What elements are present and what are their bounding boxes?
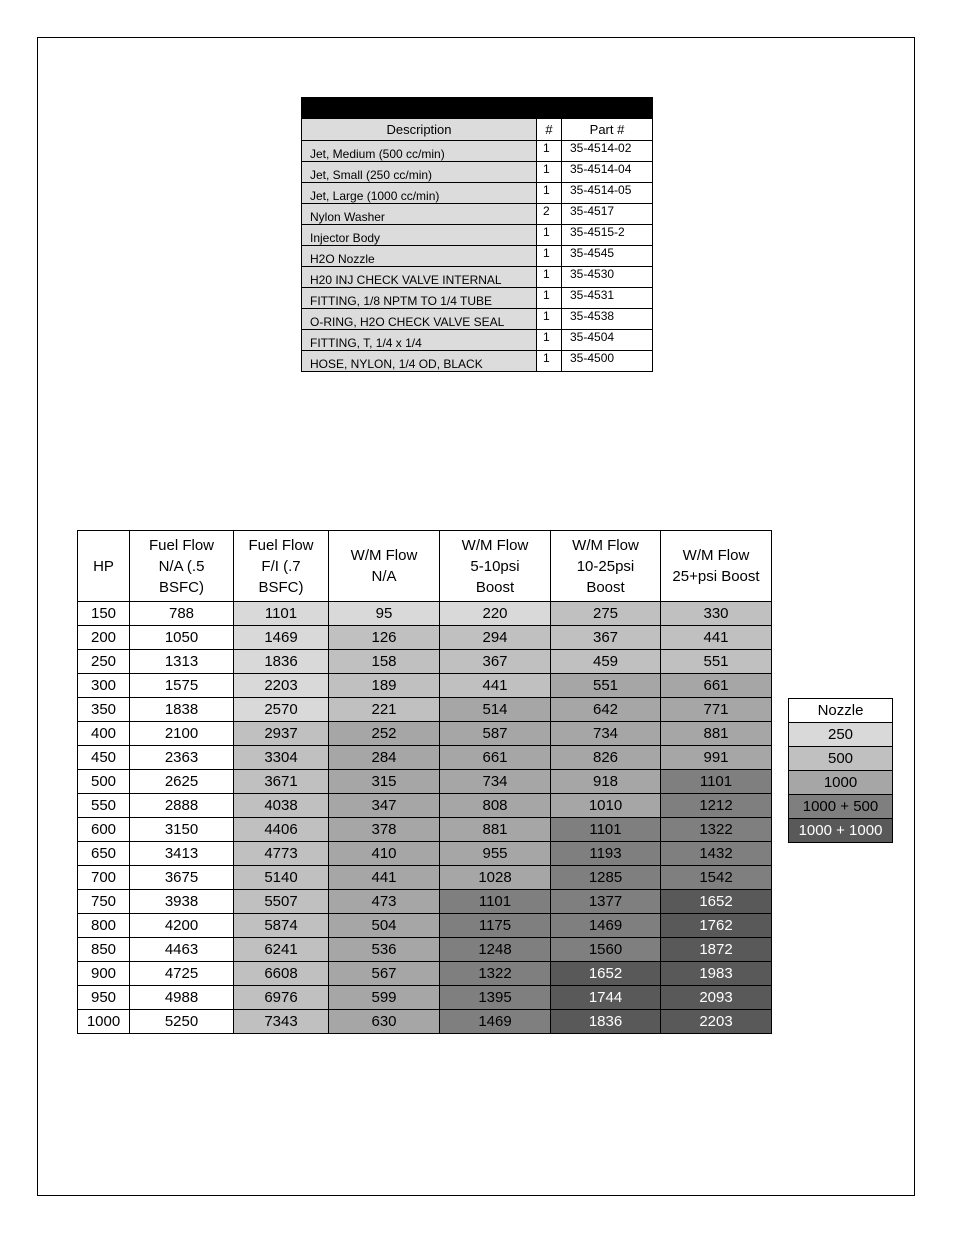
flow-header-cell xyxy=(234,531,329,602)
fuel-flow-cell: 4406 xyxy=(234,818,329,842)
part-description: Jet, Large (1000 cc/min) xyxy=(302,183,537,204)
flow-table-row xyxy=(78,914,772,938)
hp-cell: 950 xyxy=(78,986,130,1010)
fuel-flow-cell: 2888 xyxy=(130,794,234,818)
wm-flow-cell: 1175 xyxy=(440,914,551,938)
flow-table-row xyxy=(78,842,772,866)
wm-flow-cell: 1101 xyxy=(661,770,772,794)
fuel-flow-cell: 1836 xyxy=(234,650,329,674)
part-qty: 1 xyxy=(537,288,562,309)
wm-flow-cell: 734 xyxy=(440,770,551,794)
hp-cell: 600 xyxy=(78,818,130,842)
hp-cell: 450 xyxy=(78,746,130,770)
wm-flow-cell: 551 xyxy=(661,650,772,674)
flow-header-line: Fuel Flow xyxy=(148,536,215,554)
parts-table-row xyxy=(302,330,653,351)
wm-flow-cell: 881 xyxy=(440,818,551,842)
nozzle-legend-item: 1000 xyxy=(789,771,893,795)
part-number: 35-4545 xyxy=(562,246,653,267)
parts-table-header xyxy=(302,119,653,141)
fuel-flow-cell: 2363 xyxy=(130,746,234,770)
flow-header-line: N/A (.5 xyxy=(158,557,205,575)
nozzle-legend-row xyxy=(789,819,893,843)
fuel-flow-cell: 3413 xyxy=(130,842,234,866)
part-qty: 1 xyxy=(537,351,562,372)
wm-flow-cell: 1652 xyxy=(551,962,661,986)
parts-table-row xyxy=(302,141,653,162)
fuel-flow-cell: 3150 xyxy=(130,818,234,842)
part-description: FITTING, 1/8 NPTM TO 1/4 TUBE xyxy=(302,288,537,309)
fuel-flow-cell: 4038 xyxy=(234,794,329,818)
fuel-flow-cell: 1050 xyxy=(130,626,234,650)
part-description: FITTING, T, 1/4 x 1/4 xyxy=(302,330,537,351)
wm-flow-cell: 514 xyxy=(440,698,551,722)
flow-table xyxy=(77,530,772,1034)
wm-flow-cell: 771 xyxy=(661,698,772,722)
flow-table-row xyxy=(78,938,772,962)
wm-flow-cell: 221 xyxy=(329,698,440,722)
flow-table-row xyxy=(78,890,772,914)
nozzle-legend-title: Nozzle xyxy=(789,699,893,723)
hp-cell: 700 xyxy=(78,866,130,890)
parts-table-row xyxy=(302,225,653,246)
part-description: H20 INJ CHECK VALVE INTERNAL xyxy=(302,267,537,288)
part-qty: 2 xyxy=(537,204,562,225)
flow-table-row xyxy=(78,770,772,794)
hp-cell: 800 xyxy=(78,914,130,938)
hp-cell: 1000 xyxy=(78,1010,130,1034)
fuel-flow-cell: 6241 xyxy=(234,938,329,962)
wm-flow-cell: 1469 xyxy=(551,914,661,938)
fuel-flow-cell: 3304 xyxy=(234,746,329,770)
flow-table-row xyxy=(78,866,772,890)
flow-header-cell xyxy=(440,531,551,602)
fuel-flow-cell: 5874 xyxy=(234,914,329,938)
fuel-flow-cell: 4463 xyxy=(130,938,234,962)
parts-table-title-bar xyxy=(302,98,653,119)
fuel-flow-cell: 4200 xyxy=(130,914,234,938)
wm-flow-cell: 1212 xyxy=(661,794,772,818)
wm-flow-cell: 504 xyxy=(329,914,440,938)
wm-flow-cell: 567 xyxy=(329,962,440,986)
flow-table-row xyxy=(78,650,772,674)
fuel-flow-cell: 5250 xyxy=(130,1010,234,1034)
wm-flow-cell: 826 xyxy=(551,746,661,770)
fuel-flow-cell: 5140 xyxy=(234,866,329,890)
wm-flow-cell: 284 xyxy=(329,746,440,770)
part-qty: 1 xyxy=(537,141,562,162)
part-number: 35-4504 xyxy=(562,330,653,351)
flow-header-line: Boost xyxy=(475,578,515,596)
fuel-flow-cell: 5507 xyxy=(234,890,329,914)
wm-flow-cell: 367 xyxy=(440,650,551,674)
fuel-flow-cell: 4725 xyxy=(130,962,234,986)
part-qty: 1 xyxy=(537,267,562,288)
wm-flow-cell: 587 xyxy=(440,722,551,746)
hp-cell: 250 xyxy=(78,650,130,674)
nozzle-legend-item: 500 xyxy=(789,747,893,771)
fuel-flow-cell: 2937 xyxy=(234,722,329,746)
wm-flow-cell: 536 xyxy=(329,938,440,962)
wm-flow-cell: 275 xyxy=(551,602,661,626)
parts-table-row xyxy=(302,246,653,267)
nozzle-legend-row xyxy=(789,747,893,771)
fuel-flow-cell: 2100 xyxy=(130,722,234,746)
flow-table-header xyxy=(78,531,772,602)
fuel-flow-cell: 1575 xyxy=(130,674,234,698)
fuel-flow-cell: 2203 xyxy=(234,674,329,698)
flow-header-cell xyxy=(551,531,661,602)
wm-flow-cell: 220 xyxy=(440,602,551,626)
fuel-flow-cell: 788 xyxy=(130,602,234,626)
wm-flow-cell: 1010 xyxy=(551,794,661,818)
parts-table-row xyxy=(302,351,653,372)
part-number: 35-4531 xyxy=(562,288,653,309)
parts-table-row xyxy=(302,267,653,288)
part-qty: 1 xyxy=(537,225,562,246)
wm-flow-cell: 330 xyxy=(661,602,772,626)
nozzle-legend-item: 1000 + 500 xyxy=(789,795,893,819)
hp-cell: 750 xyxy=(78,890,130,914)
fuel-flow-cell: 2625 xyxy=(130,770,234,794)
nozzle-legend xyxy=(788,698,893,843)
hp-cell: 900 xyxy=(78,962,130,986)
part-number: 35-4514-04 xyxy=(562,162,653,183)
wm-flow-cell: 1377 xyxy=(551,890,661,914)
wm-flow-cell: 661 xyxy=(440,746,551,770)
wm-flow-cell: 1762 xyxy=(661,914,772,938)
nozzle-legend-item: 1000 + 1000 xyxy=(789,819,893,843)
wm-flow-cell: 378 xyxy=(329,818,440,842)
part-number: 35-4538 xyxy=(562,309,653,330)
fuel-flow-cell: 4773 xyxy=(234,842,329,866)
part-number: 35-4514-05 xyxy=(562,183,653,204)
wm-flow-cell: 1193 xyxy=(551,842,661,866)
wm-flow-cell: 294 xyxy=(440,626,551,650)
wm-flow-cell: 1469 xyxy=(440,1010,551,1034)
wm-flow-cell: 1983 xyxy=(661,962,772,986)
flow-table-row xyxy=(78,698,772,722)
wm-flow-cell: 473 xyxy=(329,890,440,914)
wm-flow-cell: 158 xyxy=(329,650,440,674)
part-qty: 1 xyxy=(537,162,562,183)
flow-table-row xyxy=(78,794,772,818)
fuel-flow-cell: 7343 xyxy=(234,1010,329,1034)
wm-flow-cell: 1101 xyxy=(440,890,551,914)
parts-header-part-number: Part # xyxy=(562,119,653,141)
wm-flow-cell: 1432 xyxy=(661,842,772,866)
flow-header-line: F/I (.7 xyxy=(261,557,301,575)
wm-flow-cell: 410 xyxy=(329,842,440,866)
flow-header-line: HP xyxy=(93,557,114,575)
hp-cell: 850 xyxy=(78,938,130,962)
flow-header-line: 5-10psi xyxy=(470,557,520,575)
fuel-flow-cell: 1838 xyxy=(130,698,234,722)
part-description: O-RING, H2O CHECK VALVE SEAL xyxy=(302,309,537,330)
wm-flow-cell: 1028 xyxy=(440,866,551,890)
wm-flow-cell: 1101 xyxy=(551,818,661,842)
part-qty: 1 xyxy=(537,246,562,267)
wm-flow-cell: 1744 xyxy=(551,986,661,1010)
wm-flow-cell: 661 xyxy=(661,674,772,698)
part-description: Jet, Small (250 cc/min) xyxy=(302,162,537,183)
parts-table xyxy=(301,97,653,372)
flow-header-line: BSFC) xyxy=(258,578,304,596)
parts-table-body xyxy=(302,141,653,372)
flow-table-row xyxy=(78,818,772,842)
nozzle-legend-row xyxy=(789,795,893,819)
flow-table-row xyxy=(78,986,772,1010)
wm-flow-cell: 459 xyxy=(551,650,661,674)
flow-header-line: Fuel Flow xyxy=(248,536,314,554)
part-number: 35-4514-02 xyxy=(562,141,653,162)
part-qty: 1 xyxy=(537,330,562,351)
wm-flow-cell: 347 xyxy=(329,794,440,818)
flow-header-line: 25+psi Boost xyxy=(672,568,760,585)
part-description: H2O Nozzle xyxy=(302,246,537,267)
hp-cell: 300 xyxy=(78,674,130,698)
flow-table-row xyxy=(78,602,772,626)
flow-table-body xyxy=(78,602,772,1034)
nozzle-legend-row xyxy=(789,723,893,747)
nozzle-legend-body xyxy=(789,723,893,843)
hp-cell: 200 xyxy=(78,626,130,650)
wm-flow-cell: 1560 xyxy=(551,938,661,962)
fuel-flow-cell: 3675 xyxy=(130,866,234,890)
wm-flow-cell: 991 xyxy=(661,746,772,770)
wm-flow-cell: 955 xyxy=(440,842,551,866)
wm-flow-cell: 1248 xyxy=(440,938,551,962)
part-qty: 1 xyxy=(537,183,562,204)
flow-header-line: Boost xyxy=(586,578,625,596)
wm-flow-cell: 95 xyxy=(329,602,440,626)
flow-header-cell xyxy=(130,531,234,602)
wm-flow-cell: 1322 xyxy=(440,962,551,986)
flow-header-line: BSFC) xyxy=(159,578,204,596)
fuel-flow-cell: 1313 xyxy=(130,650,234,674)
wm-flow-cell: 1322 xyxy=(661,818,772,842)
flow-table-row xyxy=(78,674,772,698)
parts-header-description: Description xyxy=(302,119,537,141)
hp-cell: 650 xyxy=(78,842,130,866)
fuel-flow-cell: 3938 xyxy=(130,890,234,914)
flow-header-line: 10-25psi xyxy=(576,557,635,575)
flow-header-line: N/A xyxy=(371,568,397,585)
fuel-flow-cell: 3671 xyxy=(234,770,329,794)
wm-flow-cell: 642 xyxy=(551,698,661,722)
part-description: Injector Body xyxy=(302,225,537,246)
part-description: Jet, Medium (500 cc/min) xyxy=(302,141,537,162)
parts-table-row xyxy=(302,288,653,309)
part-number: 35-4517 xyxy=(562,204,653,225)
hp-cell: 550 xyxy=(78,794,130,818)
wm-flow-cell: 2093 xyxy=(661,986,772,1010)
wm-flow-cell: 1872 xyxy=(661,938,772,962)
flow-header-line: W/M Flow xyxy=(682,547,750,564)
wm-flow-cell: 252 xyxy=(329,722,440,746)
wm-flow-cell: 2203 xyxy=(661,1010,772,1034)
hp-cell: 150 xyxy=(78,602,130,626)
flow-table-row xyxy=(78,746,772,770)
wm-flow-cell: 881 xyxy=(661,722,772,746)
nozzle-legend-item: 250 xyxy=(789,723,893,747)
wm-flow-cell: 441 xyxy=(440,674,551,698)
fuel-flow-cell: 1469 xyxy=(234,626,329,650)
fuel-flow-cell: 6976 xyxy=(234,986,329,1010)
wm-flow-cell: 1542 xyxy=(661,866,772,890)
fuel-flow-cell: 4988 xyxy=(130,986,234,1010)
wm-flow-cell: 599 xyxy=(329,986,440,1010)
flow-table-row xyxy=(78,626,772,650)
flow-header-line: W/M Flow xyxy=(572,536,639,554)
wm-flow-cell: 189 xyxy=(329,674,440,698)
parts-table-row xyxy=(302,183,653,204)
wm-flow-cell: 315 xyxy=(329,770,440,794)
flow-header-cell xyxy=(661,531,772,602)
wm-flow-cell: 734 xyxy=(551,722,661,746)
wm-flow-cell: 367 xyxy=(551,626,661,650)
wm-flow-cell: 630 xyxy=(329,1010,440,1034)
parts-table-row xyxy=(302,162,653,183)
wm-flow-cell: 1395 xyxy=(440,986,551,1010)
parts-header-qty: # xyxy=(537,119,562,141)
hp-cell: 350 xyxy=(78,698,130,722)
part-description: HOSE, NYLON, 1/4 OD, BLACK xyxy=(302,351,537,372)
part-number: 35-4530 xyxy=(562,267,653,288)
part-qty: 1 xyxy=(537,309,562,330)
parts-table-row xyxy=(302,309,653,330)
fuel-flow-cell: 1101 xyxy=(234,602,329,626)
nozzle-legend-row xyxy=(789,771,893,795)
parts-table-row xyxy=(302,204,653,225)
wm-flow-cell: 1652 xyxy=(661,890,772,914)
flow-header-line: W/M Flow xyxy=(461,536,529,554)
wm-flow-cell: 441 xyxy=(661,626,772,650)
hp-cell: 500 xyxy=(78,770,130,794)
fuel-flow-cell: 2570 xyxy=(234,698,329,722)
fuel-flow-cell: 6608 xyxy=(234,962,329,986)
wm-flow-cell: 441 xyxy=(329,866,440,890)
part-description: Nylon Washer xyxy=(302,204,537,225)
flow-header-cell xyxy=(329,531,440,602)
wm-flow-cell: 1836 xyxy=(551,1010,661,1034)
flow-table-row xyxy=(78,962,772,986)
wm-flow-cell: 126 xyxy=(329,626,440,650)
wm-flow-cell: 1285 xyxy=(551,866,661,890)
wm-flow-cell: 808 xyxy=(440,794,551,818)
flow-table-row xyxy=(78,722,772,746)
part-number: 35-4515-2 xyxy=(562,225,653,246)
flow-table-row xyxy=(78,1010,772,1034)
hp-cell: 400 xyxy=(78,722,130,746)
flow-header-line: W/M Flow xyxy=(350,547,418,564)
flow-header-cell xyxy=(78,531,130,602)
wm-flow-cell: 551 xyxy=(551,674,661,698)
part-number: 35-4500 xyxy=(562,351,653,372)
wm-flow-cell: 918 xyxy=(551,770,661,794)
